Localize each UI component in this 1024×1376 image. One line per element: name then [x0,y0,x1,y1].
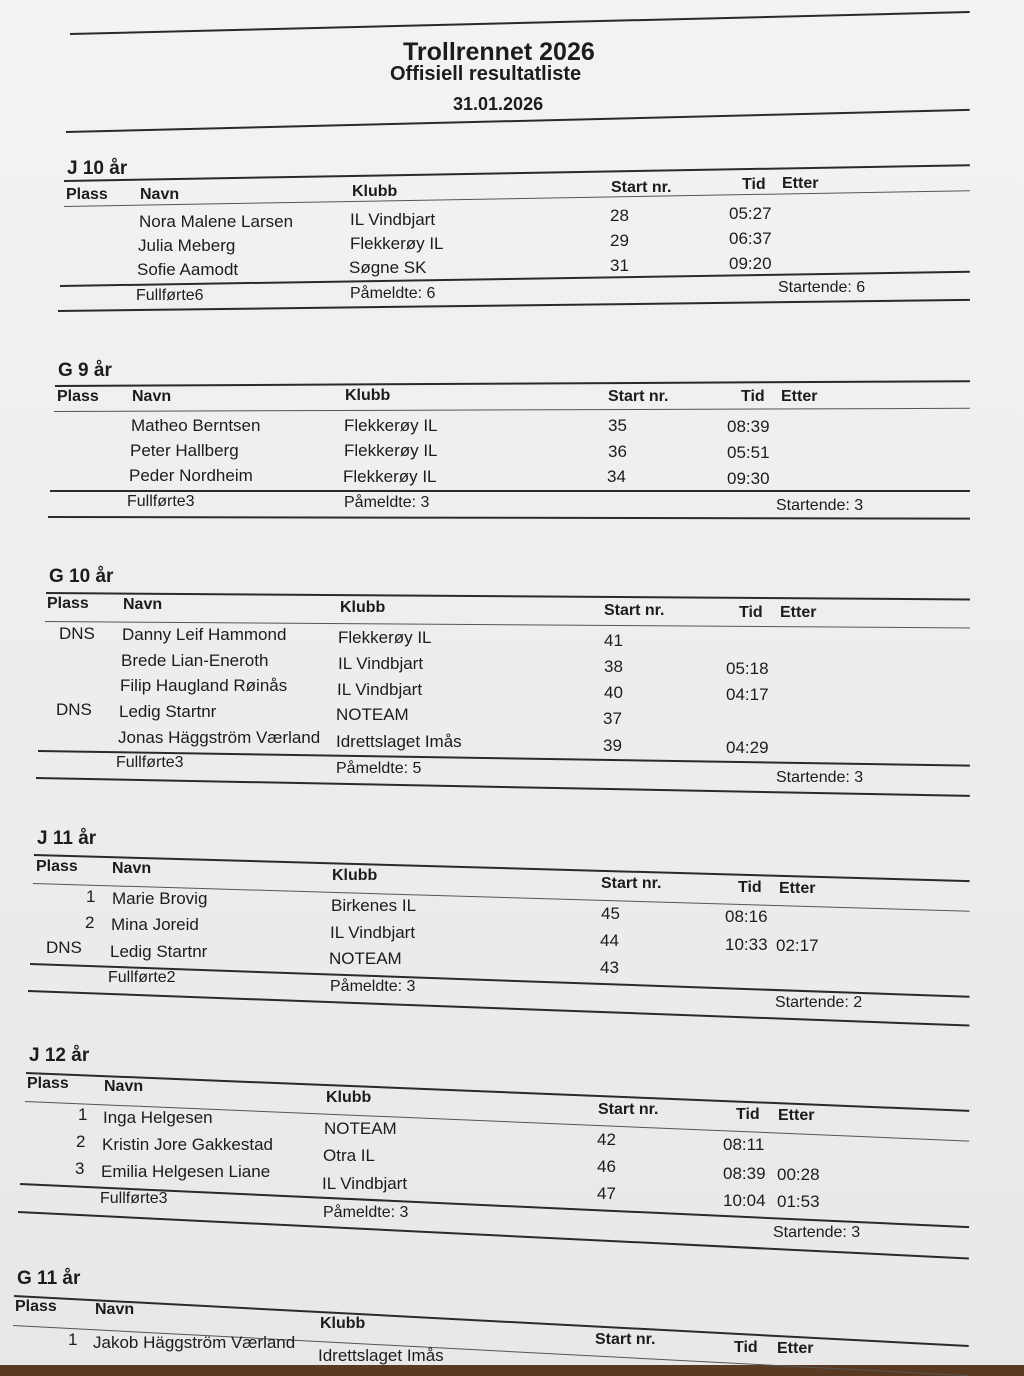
class-title: G 9 år [58,360,112,381]
col-plass: Plass [27,1075,69,1092]
col-navn: Navn [95,1301,135,1318]
col-klubb: Klubb [345,387,391,404]
col-navn: Navn [104,1078,144,1095]
col-klubb: Klubb [326,1089,372,1106]
summary-pameldte: Påmeldte: 3 [323,1204,409,1221]
cell-etter: 02:17 [776,936,819,955]
cell-navn: Peter Hallberg [130,441,239,460]
cell-startnr: 29 [610,231,629,250]
cell-plass: 2 [76,1132,86,1151]
col-tid: Tid [739,604,763,621]
cell-klubb: Idrettslaget Imås [336,732,462,751]
cell-startnr: 42 [597,1130,616,1149]
header-underline [64,190,970,207]
cell-plass: 1 [86,887,96,906]
col-startnr: Start nr. [595,1331,656,1348]
cell-klubb: Birkenes IL [331,896,417,915]
section-end-rule [48,516,970,520]
cell-navn: Mina Joreid [111,915,199,934]
cell-navn: Kristin Jore Gakkestad [102,1135,274,1154]
cell-tid: 08:11 [723,1135,765,1154]
cell-startnr: 41 [604,631,623,650]
cell-klubb: Flekkerøy IL [338,628,432,647]
cell-plass: DNS [56,700,92,719]
col-startnr: Start nr. [608,388,669,405]
cell-tid: 10:33 [725,935,768,954]
col-tid: Tid [741,388,765,405]
cell-startnr: 40 [604,683,623,702]
cell-navn: Nora Malene Larsen [139,212,294,231]
cell-startnr: 46 [597,1157,616,1176]
section-rule [64,164,970,182]
col-navn: Navn [112,860,152,877]
cell-klubb: IL Vindbjart [338,654,424,673]
col-klubb: Klubb [340,599,386,616]
cell-klubb: NOTEAM [336,705,409,724]
summary-startende: Startende: 3 [773,1224,861,1241]
cell-tid: 05:27 [729,204,772,223]
class-title: G 10 år [49,566,114,587]
col-etter: Etter [782,175,819,192]
cell-tid: 10:04 [723,1191,766,1210]
cell-klubb: Flekkerøy IL [344,416,438,435]
summary-pameldte: Påmeldte: 3 [330,978,416,995]
cell-navn: Emilia Helgesen Liane [101,1162,271,1181]
cell-startnr: 31 [610,256,629,275]
col-plass: Plass [66,186,108,203]
summary-fullforte: Fullførte3 [100,1190,168,1207]
cell-navn: Filip Haugland Røinås [120,676,288,695]
cell-startnr: 38 [604,657,623,676]
col-etter: Etter [778,1107,815,1124]
cell-tid: 08:39 [723,1164,766,1183]
section-rule [46,592,970,600]
cell-tid: 04:29 [726,738,769,757]
summary-fullforte: Fullførte3 [116,754,184,771]
col-etter: Etter [781,388,818,405]
summary-rule [50,490,970,492]
summary-fullforte: Fullførte3 [127,493,195,510]
cell-klubb: Flekkerøy IL [350,234,444,253]
summary-fullforte: Fullførte6 [136,287,204,304]
cell-navn: Marie Brovig [112,889,208,908]
col-plass: Plass [36,858,78,875]
col-klubb: Klubb [352,183,398,200]
page-subtitle: Offisiell resultatliste [390,63,582,85]
header-underline [54,408,970,412]
cell-navn: Jonas Häggström Værland [118,728,321,747]
section-rule [55,380,970,387]
summary-pameldte: Påmeldte: 6 [350,285,436,302]
cell-klubb: Søgne SK [349,258,427,277]
cell-plass: DNS [59,624,95,643]
cell-startnr: 36 [608,442,627,461]
cell-klubb: IL Vindbjart [350,210,436,229]
col-tid: Tid [736,1106,760,1123]
class-title: J 11 år [37,828,97,849]
cell-plass: DNS [46,938,82,957]
col-klubb: Klubb [332,867,378,884]
top-rule [70,11,970,35]
cell-tid: 06:37 [729,229,772,248]
cell-etter: 01:53 [777,1192,820,1211]
cell-startnr: 37 [603,709,622,728]
col-plass: Plass [47,595,89,612]
cell-klubb: Idrettslaget Imås [318,1346,444,1365]
cell-startnr: 45 [601,904,620,923]
cell-tid: 09:30 [727,469,770,488]
col-tid: Tid [734,1339,758,1356]
cell-navn: Inga Helgesen [103,1108,213,1127]
cell-plass: 1 [68,1330,78,1349]
cell-klubb: IL Vindbjart [330,923,416,942]
col-navn: Navn [123,596,163,613]
cell-plass: 1 [78,1105,88,1124]
class-title: G 11 år [17,1268,81,1289]
col-tid: Tid [738,879,762,896]
page-title: Trollrennet 2026 [403,38,595,66]
cell-klubb: Flekkerøy IL [343,467,437,486]
cell-plass: 2 [85,913,95,932]
cell-navn: Jakob Häggström Værland [93,1333,296,1352]
cell-startnr: 34 [607,467,626,486]
summary-startende: Startende: 6 [778,279,866,296]
section-rule [34,854,970,882]
class-title: J 10 år [67,158,128,179]
cell-navn: Julia Meberg [138,236,236,255]
summary-pameldte: Påmeldte: 5 [336,760,422,777]
cell-startnr: 39 [603,736,622,755]
cell-klubb: Flekkerøy IL [344,441,438,460]
cell-startnr: 28 [610,206,629,225]
cell-tid: 09:20 [729,254,772,273]
summary-fullforte: Fullførte2 [108,969,176,986]
col-startnr: Start nr. [604,602,665,619]
cell-tid: 04:17 [726,685,769,704]
col-navn: Navn [132,388,172,405]
col-etter: Etter [780,604,817,621]
cell-etter: 00:28 [777,1165,820,1184]
col-plass: Plass [15,1298,57,1315]
cell-navn: Brede Lian-Eneroth [121,651,269,670]
cell-plass: 3 [75,1159,85,1178]
cell-klubb: Otra IL [323,1146,375,1165]
cell-navn: Ledig Startnr [110,942,208,961]
col-startnr: Start nr. [611,179,672,196]
col-navn: Navn [140,186,180,203]
summary-pameldte: Påmeldte: 3 [344,494,430,511]
cell-navn: Danny Leif Hammond [122,625,287,644]
cell-startnr: 44 [600,931,619,950]
cell-navn: Sofie Aamodt [137,260,239,279]
cell-klubb: IL Vindbjart [337,680,423,699]
summary-startende: Startende: 2 [775,994,863,1011]
cell-navn: Peder Nordheim [129,466,253,485]
page-date: 31.01.2026 [453,94,544,114]
col-startnr: Start nr. [601,875,662,892]
col-plass: Plass [57,388,99,405]
cell-navn: Matheo Berntsen [131,416,261,435]
cell-startnr: 35 [608,416,627,435]
cell-navn: Ledig Startnr [119,702,217,721]
col-startnr: Start nr. [598,1101,659,1118]
col-etter: Etter [779,880,816,897]
cell-tid: 05:51 [727,443,770,462]
cell-startnr: 47 [597,1184,616,1203]
cell-klubb: NOTEAM [329,949,402,968]
summary-startende: Startende: 3 [776,497,864,514]
cell-startnr: 43 [600,958,619,977]
col-klubb: Klubb [320,1315,366,1332]
col-etter: Etter [777,1340,814,1357]
summary-startende: Startende: 3 [776,769,864,786]
col-tid: Tid [742,176,766,193]
cell-klubb: IL Vindbjart [322,1174,408,1193]
cell-tid: 08:39 [727,417,770,436]
cell-tid: 08:16 [725,907,768,926]
cell-tid: 05:18 [726,659,769,678]
cell-klubb: NOTEAM [324,1119,397,1138]
class-title: J 12 år [29,1045,90,1066]
section-rule [26,1072,969,1112]
